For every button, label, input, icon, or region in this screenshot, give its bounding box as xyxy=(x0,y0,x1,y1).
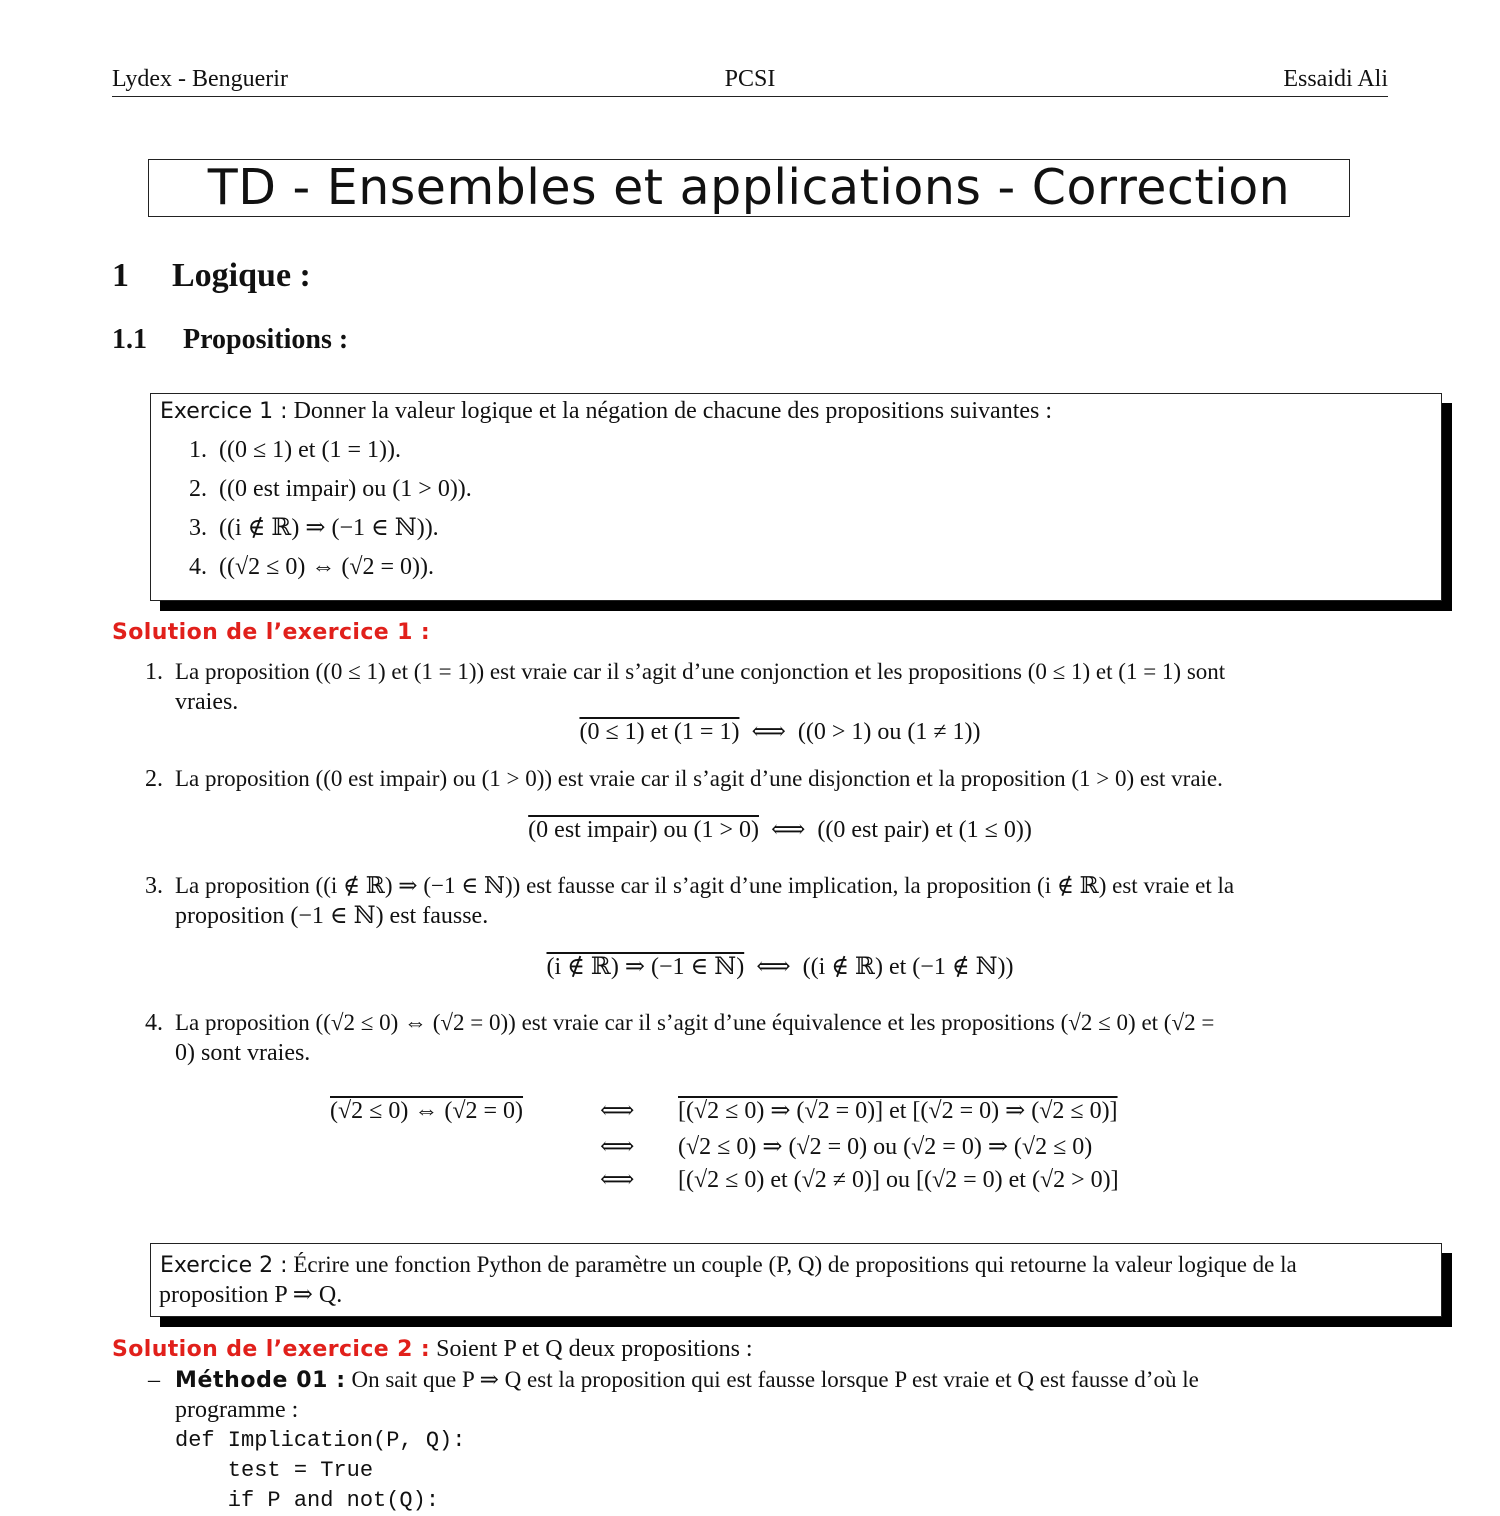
subsection-title: Propositions : xyxy=(183,324,349,355)
solution2-intro: Soient P et Q deux propositions : xyxy=(436,1336,753,1362)
solution1-item-text: La proposition ((0 est impair) ou (1 > 0)) est vraie car il s’agit d’une disjonction et la proposition (1 > 0) est vraie. xyxy=(175,766,1223,791)
page-title: TD - Ensembles et applications - Correction xyxy=(148,159,1350,217)
method-text: On sait que P ⇒ Q est la proposition qui est fausse lorsque P est vraie et Q est fausse d’où le xyxy=(351,1367,1199,1392)
subsection-heading xyxy=(112,323,348,357)
exercise1-label: Exercice 1 : xyxy=(160,399,288,424)
header-right: Essaidi Ali xyxy=(1283,66,1388,92)
section-heading xyxy=(112,256,311,296)
solution2-label: Solution de l’exercice 2 : xyxy=(112,1337,431,1362)
negation-formula: (0 ≤ 1) et (1 = 1) ⟺ ((0 > 1) ou (1 ≠ 1)) xyxy=(579,719,981,745)
solution1-item-number: 4. xyxy=(145,1010,163,1036)
equivalence-chain-step: [(√2 ≤ 0) ⇒ (√2 = 0)] et [(√2 = 0) ⇒ (√2 ≤ 0)] xyxy=(678,1098,1118,1124)
exercise1-box xyxy=(150,393,1442,601)
exercise1-item: 4. ((√2 ≤ 0) ⇔ (√2 = 0)). xyxy=(189,554,435,580)
solution1-item-number: 2. xyxy=(145,766,163,792)
method-line xyxy=(175,1365,1199,1396)
negation-formula-left: (√2 ≤ 0) ⇔ (√2 = 0) xyxy=(330,1098,524,1124)
exercise2-statement: Écrire une fonction Python de paramètre un couple (P, Q) de propositions qui retourne la valeur logique de la xyxy=(293,1252,1297,1277)
section-number: 1 xyxy=(112,257,129,294)
header-center: PCSI xyxy=(724,66,776,92)
exercise2-line2: proposition P ⇒ Q. xyxy=(159,1282,343,1308)
exercise1-item: 1. ((0 ≤ 1) et (1 = 1)). xyxy=(189,437,401,463)
solution1-item-text: proposition (−1 ∈ ℕ) est fausse. xyxy=(175,903,489,929)
bullet-dash: – xyxy=(148,1367,160,1393)
exercise2-label: Exercice 2 : xyxy=(160,1253,288,1278)
solution1-item-text: La proposition ((0 ≤ 1) et (1 = 1)) est vraie car il s’agit d’une conjonction et les propositions (0 ≤ 1) et (1 = 1) sont xyxy=(175,659,1226,684)
solution1-item-number: 3. xyxy=(145,873,163,899)
code-line: test = True xyxy=(175,1458,374,1483)
header-rule xyxy=(112,96,1388,97)
solution1-item-number: 1. xyxy=(145,659,163,685)
equivalence-chain-step: (√2 ≤ 0) ⇒ (√2 = 0) ou (√2 = 0) ⇒ (√2 ≤ 0) xyxy=(678,1134,1093,1160)
exercise1-item: 3. ((i ∉ ℝ) ⇒ (−1 ∈ ℕ)). xyxy=(189,515,439,541)
equivalence-arrow: ⟺ xyxy=(600,1167,635,1193)
code-line: if P and not(Q): xyxy=(175,1488,440,1513)
exercise2-box xyxy=(150,1243,1442,1317)
exercise1-header xyxy=(160,396,1052,427)
solution1-label: Solution de l’exercice 1 : xyxy=(112,620,431,645)
exercise1-statement: Donner la valeur logique et la négation de chacune des propositions suivantes : xyxy=(293,398,1053,424)
method-label: Méthode 01 : xyxy=(175,1368,346,1393)
section-title: Logique : xyxy=(172,257,311,294)
code-line: def Implication(P, Q): xyxy=(175,1428,466,1453)
equivalence-chain-step: [(√2 ≤ 0) et (√2 ≠ 0)] ou [(√2 = 0) et (√2 > 0)] xyxy=(678,1167,1119,1193)
equivalence-arrow: ⟺ xyxy=(600,1134,635,1160)
subsection-number: 1.1 xyxy=(112,324,147,355)
method-text-continued: programme : xyxy=(175,1397,299,1423)
solution2-header xyxy=(112,1334,753,1365)
equivalence-arrow: ⟺ xyxy=(600,1098,635,1124)
solution1-item-text: La proposition ((i ∉ ℝ) ⇒ (−1 ∈ ℕ)) est fausse car il s’agit d’une implication, la proposition (i ∉ ℝ) est vraie et la xyxy=(175,873,1235,898)
exercise1-item: 2. ((0 est impair) ou (1 > 0)). xyxy=(189,476,472,502)
negation-formula: (i ∉ ℝ) ⇒ (−1 ∈ ℕ) ⟺ ((i ∉ ℝ) et (−1 ∉ ℕ)) xyxy=(546,954,1014,980)
solution1-item-text: 0) sont vraies. xyxy=(175,1040,311,1066)
header-left: Lydex - Benguerir xyxy=(112,66,288,92)
solution1-item-text: vraies. xyxy=(175,689,239,715)
solution1-item-text: La proposition ((√2 ≤ 0) ⇔ (√2 = 0)) est vraie car il s’agit d’une équivalence et les propositions (√2 ≤ 0) et (√2 = xyxy=(175,1010,1215,1035)
negation-formula: (0 est impair) ou (1 > 0) ⟺ ((0 est pair) et (1 ≤ 0)) xyxy=(528,817,1032,843)
exercise2-line1 xyxy=(160,1250,1297,1281)
